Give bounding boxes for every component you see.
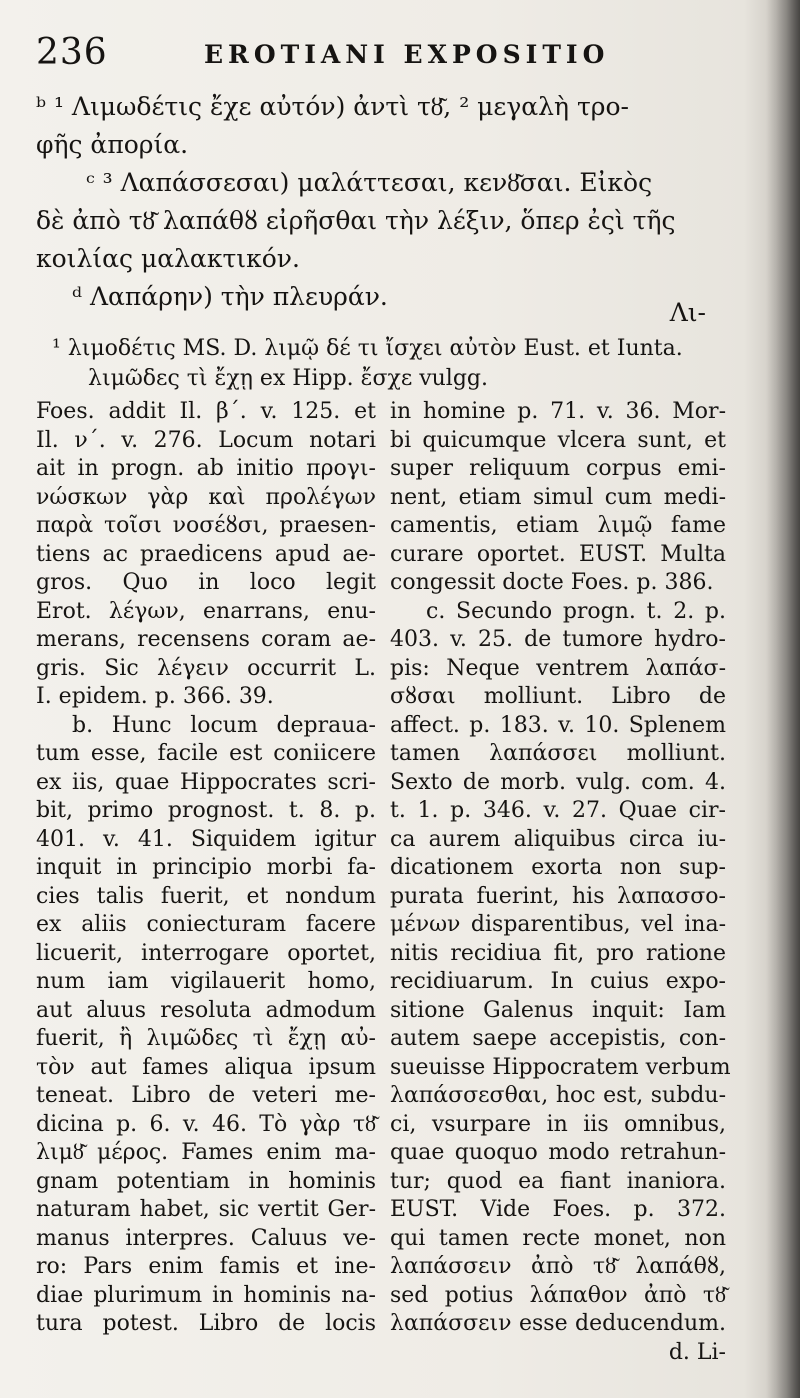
column-line: Il. ν΄. v. 276. Locum notari <box>36 427 376 453</box>
catchword: Λι- <box>669 298 706 327</box>
column-line: diae plurimum in hominis na- <box>36 1282 376 1308</box>
note-line: ¹ λιμοδέτις MS. D. λιμῷ δέ τι ἴσχει αὐτὸν Eust. et Iunta. <box>52 336 683 361</box>
column-line: tum esse, facile est coniicere <box>36 741 376 766</box>
column-line: λαπάσσεσθαι, hoc est, subdu- <box>390 1083 726 1108</box>
column-line: c. Secundo progn. t. 2. p. <box>426 598 726 624</box>
column-line: inquit in principio morbi fa- <box>36 855 376 880</box>
column-line: λαπάσσειν ἀπὸ τȣ͂ λαπάθȣ, <box>390 1254 726 1279</box>
column-line: gris. Sic λέγειν occurrit L. <box>36 655 376 681</box>
column-line: τὸν aut fames aliqua ipsum <box>36 1054 376 1080</box>
column-line: tur; quod ea fiant inaniora. <box>390 1168 726 1194</box>
column-line: curare oportet. EUST. Multa <box>390 541 726 567</box>
entry-line: ᵈ Λαπάρην) τὴν πλευράν. <box>72 282 388 311</box>
column-line: ex aliis coniecturam facere <box>36 912 376 937</box>
commentary-left-column <box>36 398 376 1339</box>
column-line: dicina p. 6. v. 46. Τὸ γὰρ τȣ͂ <box>36 1111 376 1137</box>
column-line: pis: Neque ventrem λαπάσ- <box>390 655 726 681</box>
column-line: Erot. λέγων, enarrans, enu- <box>36 598 376 624</box>
column-line: gnam potentiam in hominis <box>36 1168 376 1194</box>
column-line: quae quoquo modo retrahun- <box>390 1140 726 1165</box>
entry-line: ᶜ ³ Λαπάσσεσαι) μαλάττεσαι, κενȣ͂σαι. Εἰκὸς <box>86 168 653 197</box>
column-line: affect. p. 183. v. 10. Splenem <box>390 712 726 738</box>
gutter-shadow <box>766 0 800 1398</box>
column-line: purata fuerint, his λαπασσο- <box>390 883 726 909</box>
entry-line: φῆς ἀπορία. <box>36 130 189 159</box>
column-line: I. epidem. p. 366. 39. <box>36 684 274 709</box>
column-line: dicationem exorta non sup- <box>390 855 726 880</box>
page-header <box>36 28 726 78</box>
column-line: λιμȣ͂ μέρος. Fames enim ma- <box>36 1140 376 1165</box>
column-line: congessit docte Foes. p. 386. <box>390 570 714 595</box>
column-line: sueuisse Hippocratem verbum <box>390 1054 731 1080</box>
column-line: nent, etiam simul cum medi- <box>390 484 726 510</box>
column-line: autem saepe accepistis, con- <box>390 1026 726 1051</box>
running-title: EROTIANI EXPOSITIO <box>204 40 610 69</box>
column-line: cies talis fuerit, et nondum <box>36 883 376 909</box>
column-line: d. Li- <box>668 1339 726 1365</box>
column-line: tiens ac praedicens apud ae- <box>36 541 376 567</box>
page-number: 236 <box>36 32 108 73</box>
entry-line: κοιλίας μαλακτικόν. <box>36 244 300 273</box>
critical-notes <box>52 334 722 394</box>
column-line: manus interpres. Caluus ve- <box>36 1225 376 1251</box>
column-line: Foes. addit Il. β΄. v. 125. et <box>36 399 376 424</box>
column-line: sed potius λάπαθον ἀπὸ τȣ͂ <box>390 1282 726 1308</box>
column-line: fuerit, ἢ λιμῶδες τὶ ἔχῃ αὐ- <box>36 1026 376 1051</box>
column-line: naturam habet, sic vertit Ger- <box>36 1197 376 1222</box>
entry-line: δὲ ἀπὸ τȣ͂ λαπάθȣ εἰρῆσθαι τὴν λέξιν, ὅπερ ἐςὶ τῆς <box>36 206 676 235</box>
column-line: EUST. Vide Foes. p. 372. <box>390 1197 726 1222</box>
column-line: παρὰ τοῖσι νοσέȣσι, praesen- <box>36 513 376 538</box>
column-line: ait in progn. ab initio προγι- <box>36 456 376 481</box>
column-line: recidiuarum. In cuius expo- <box>390 969 726 994</box>
column-line: sitione Galenus inquit: Iam <box>390 997 726 1023</box>
column-line: ca aurem aliquibus circa iu- <box>390 826 726 852</box>
column-line: gros. Quo in loco legit <box>36 570 376 595</box>
column-line: num iam vigilauerit homo, <box>36 969 376 994</box>
glossary-entries <box>36 88 716 316</box>
column-line: camentis, etiam λιμῷ fame <box>390 513 726 538</box>
column-line: bi quicumque vlcera sunt, et <box>390 427 726 453</box>
column-line: aut aluus resoluta admodum <box>36 997 376 1023</box>
column-line: μένων disparentibus, vel ina- <box>390 912 726 937</box>
column-line: t. 1. p. 346. v. 27. Quae cir- <box>390 798 726 823</box>
column-line: νώσκων γὰρ καὶ προλέγων <box>36 484 376 510</box>
commentary-right-column <box>390 398 731 1367</box>
column-line: super reliquum corpus emi- <box>390 456 726 481</box>
column-line: merans, recensens coram ae- <box>36 627 376 652</box>
column-line: teneat. Libro de veteri me- <box>36 1083 376 1108</box>
column-line: 401. v. 41. Siquidem igitur <box>36 826 376 852</box>
column-line: 403. v. 25. de tumore hydro- <box>390 627 726 652</box>
column-line: bit, primo prognost. t. 8. p. <box>36 798 376 823</box>
column-line: licuerit, interrogare oportet, <box>36 940 376 966</box>
column-line: ex iis, quae Hippocrates scri- <box>36 769 376 795</box>
column-line: Sexto de morb. vulg. com. 4. <box>390 769 726 795</box>
note-line: λιμῶδες τὶ ἔχῃ ex Hipp. ἔσχε vulgg. <box>88 366 488 391</box>
column-line: in homine p. 71. v. 36. Mor- <box>390 399 726 424</box>
column-line: ro: Pars enim famis et ine- <box>36 1254 376 1279</box>
column-line: λαπάσσειν esse deducendum. <box>390 1311 726 1336</box>
entry-line: ᵇ ¹ Λιμωδέτις ἔχε αὐτόν) ἀντὶ τȣ͂, ² μεγαλὴ τρο- <box>36 92 629 121</box>
column-line: tura potest. Libro de locis <box>36 1311 376 1336</box>
column-line: nitis recidiua fit, pro ratione <box>390 940 726 966</box>
column-line: b. Hunc locum deprauа- <box>72 712 376 738</box>
column-line: ci, vsurpare in iis omnibus, <box>390 1111 726 1137</box>
column-line: tamen λαπάσσει molliunt. <box>390 741 726 766</box>
column-line: σȣσαι molliunt. Libro de <box>390 684 726 709</box>
column-line: qui tamen recte monet, non <box>390 1225 726 1251</box>
